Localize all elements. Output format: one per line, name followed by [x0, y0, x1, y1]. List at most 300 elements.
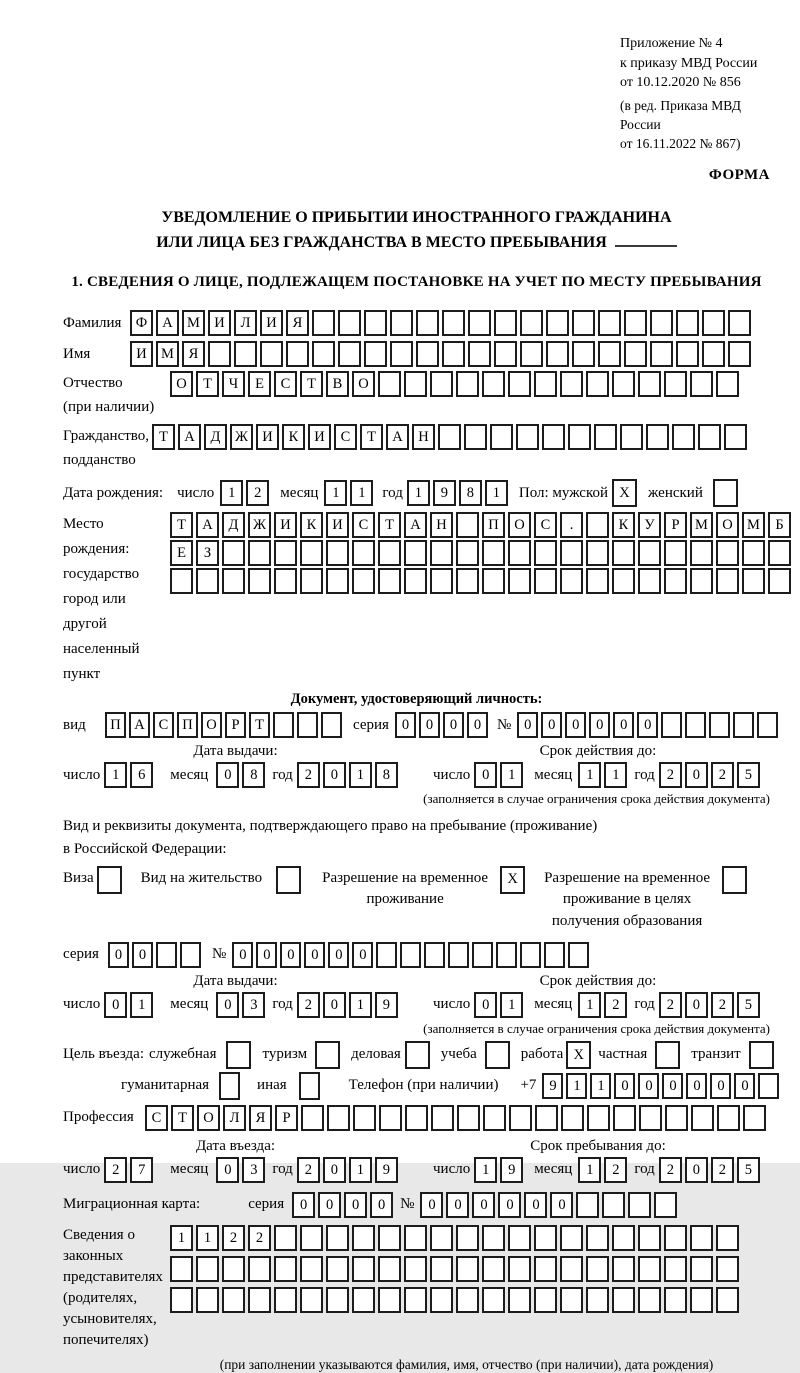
char-cell[interactable]	[508, 1287, 531, 1313]
char-cell[interactable]	[326, 1256, 349, 1282]
char-cell[interactable]: 9	[433, 480, 456, 506]
char-cell[interactable]: 2	[246, 480, 269, 506]
char-cell[interactable]: С	[334, 424, 357, 450]
char-cell[interactable]	[482, 540, 505, 566]
char-cell[interactable]	[568, 424, 591, 450]
char-cell[interactable]	[646, 424, 669, 450]
char-cell[interactable]	[572, 310, 595, 336]
char-cell[interactable]	[534, 371, 557, 397]
char-cell[interactable]: 0	[638, 1073, 659, 1099]
char-cell[interactable]: С	[145, 1105, 168, 1131]
char-cell[interactable]: С	[352, 512, 375, 538]
char-cell[interactable]	[248, 540, 271, 566]
char-cell[interactable]	[508, 1256, 531, 1282]
char-cell[interactable]	[312, 341, 335, 367]
char-cell[interactable]: 0	[685, 762, 708, 788]
char-cell[interactable]	[482, 371, 505, 397]
char-cell[interactable]: Р	[275, 1105, 298, 1131]
char-cell[interactable]	[690, 540, 713, 566]
char-cell[interactable]	[638, 1287, 661, 1313]
char-cell[interactable]: Д	[204, 424, 227, 450]
char-cell[interactable]	[676, 341, 699, 367]
char-cell[interactable]	[496, 942, 517, 968]
char-cell[interactable]: О	[716, 512, 739, 538]
char-cell[interactable]: 3	[242, 1157, 265, 1183]
char-cell[interactable]: Т	[249, 712, 270, 738]
char-cell[interactable]: К	[282, 424, 305, 450]
char-cell[interactable]: 0	[474, 762, 497, 788]
char-cell[interactable]: 1	[170, 1225, 193, 1251]
char-cell[interactable]	[612, 1225, 635, 1251]
char-cell[interactable]	[300, 568, 323, 594]
char-cell[interactable]: К	[612, 512, 635, 538]
char-cell[interactable]	[156, 942, 177, 968]
char-cell[interactable]: 2	[711, 1157, 734, 1183]
char-cell[interactable]: Л	[223, 1105, 246, 1131]
char-cell[interactable]: М	[182, 310, 205, 336]
char-cell[interactable]: 0	[108, 942, 129, 968]
char-cell[interactable]: П	[177, 712, 198, 738]
char-cell[interactable]: 0	[498, 1192, 521, 1218]
char-cell[interactable]: Н	[412, 424, 435, 450]
char-cell[interactable]: 2	[659, 992, 682, 1018]
char-cell[interactable]	[248, 1287, 271, 1313]
purpose-transit-checkbox[interactable]	[749, 1041, 774, 1069]
char-cell[interactable]	[672, 424, 695, 450]
char-cell[interactable]	[586, 1256, 609, 1282]
char-cell[interactable]	[170, 1256, 193, 1282]
purpose-business-checkbox[interactable]	[405, 1041, 430, 1069]
expiry-year-cells[interactable]	[659, 762, 763, 788]
char-cell[interactable]	[620, 424, 643, 450]
expiry-day-cells[interactable]	[474, 762, 526, 788]
char-cell[interactable]	[274, 568, 297, 594]
char-cell[interactable]	[352, 1287, 375, 1313]
char-cell[interactable]	[691, 1105, 714, 1131]
char-cell[interactable]	[716, 1225, 739, 1251]
char-cell[interactable]	[274, 1225, 297, 1251]
char-cell[interactable]: 1	[485, 480, 508, 506]
char-cell[interactable]: 0	[216, 762, 239, 788]
char-cell[interactable]	[431, 1105, 454, 1131]
char-cell[interactable]: М	[690, 512, 713, 538]
char-cell[interactable]	[468, 310, 491, 336]
visa-checkbox[interactable]	[97, 866, 122, 894]
char-cell[interactable]	[716, 371, 739, 397]
char-cell[interactable]: 0	[323, 1157, 346, 1183]
char-cell[interactable]	[196, 1287, 219, 1313]
char-cell[interactable]: Б	[768, 512, 791, 538]
char-cell[interactable]: 0	[232, 942, 253, 968]
char-cell[interactable]: 0	[710, 1073, 731, 1099]
char-cell[interactable]	[638, 1225, 661, 1251]
surname-cells[interactable]	[130, 310, 754, 336]
char-cell[interactable]	[456, 371, 479, 397]
char-cell[interactable]	[534, 1287, 557, 1313]
char-cell[interactable]	[733, 712, 754, 738]
profession-cells[interactable]	[145, 1105, 769, 1131]
char-cell[interactable]: 0	[323, 762, 346, 788]
char-cell[interactable]: И	[326, 512, 349, 538]
char-cell[interactable]	[702, 341, 725, 367]
char-cell[interactable]: 2	[711, 992, 734, 1018]
char-cell[interactable]: 1	[578, 762, 601, 788]
char-cell[interactable]: 0	[446, 1192, 469, 1218]
char-cell[interactable]: О	[201, 712, 222, 738]
char-cell[interactable]: 0	[686, 1073, 707, 1099]
char-cell[interactable]: 7	[130, 1157, 153, 1183]
char-cell[interactable]	[638, 371, 661, 397]
char-cell[interactable]: 1	[349, 1157, 372, 1183]
char-cell[interactable]	[586, 1225, 609, 1251]
char-cell[interactable]: 0	[323, 992, 346, 1018]
char-cell[interactable]	[404, 1225, 427, 1251]
char-cell[interactable]	[378, 540, 401, 566]
char-cell[interactable]	[464, 424, 487, 450]
char-cell[interactable]	[560, 1225, 583, 1251]
char-cell[interactable]: 0	[614, 1073, 635, 1099]
issue-day-cells[interactable]	[104, 992, 156, 1018]
char-cell[interactable]	[222, 1287, 245, 1313]
char-cell[interactable]: П	[105, 712, 126, 738]
char-cell[interactable]	[312, 310, 335, 336]
char-cell[interactable]	[416, 341, 439, 367]
char-cell[interactable]	[612, 540, 635, 566]
char-cell[interactable]: 1	[324, 480, 347, 506]
char-cell[interactable]	[456, 1256, 479, 1282]
char-cell[interactable]: 0	[734, 1073, 755, 1099]
char-cell[interactable]	[509, 1105, 532, 1131]
char-cell[interactable]	[716, 540, 739, 566]
char-cell[interactable]	[638, 540, 661, 566]
char-cell[interactable]	[508, 540, 531, 566]
expiry-month-cells[interactable]	[578, 992, 630, 1018]
patronymic-cells[interactable]	[170, 371, 742, 397]
char-cell[interactable]	[297, 712, 318, 738]
char-cell[interactable]	[482, 568, 505, 594]
purpose-private-checkbox[interactable]	[655, 1041, 680, 1069]
char-cell[interactable]	[594, 424, 617, 450]
char-cell[interactable]	[482, 1287, 505, 1313]
char-cell[interactable]: 1	[578, 1157, 601, 1183]
doc-series-cells[interactable]	[395, 712, 491, 738]
char-cell[interactable]	[274, 540, 297, 566]
char-cell[interactable]: 0	[637, 712, 658, 738]
birth-month-cells[interactable]	[324, 480, 376, 506]
char-cell[interactable]	[702, 310, 725, 336]
char-cell[interactable]: 1	[604, 762, 627, 788]
char-cell[interactable]	[664, 1256, 687, 1282]
char-cell[interactable]: 1	[349, 762, 372, 788]
char-cell[interactable]	[442, 310, 465, 336]
char-cell[interactable]: П	[482, 512, 505, 538]
char-cell[interactable]	[560, 568, 583, 594]
char-cell[interactable]	[612, 1256, 635, 1282]
char-cell[interactable]: Т	[360, 424, 383, 450]
char-cell[interactable]: Т	[196, 371, 219, 397]
char-cell[interactable]: 2	[297, 1157, 320, 1183]
char-cell[interactable]: О	[352, 371, 375, 397]
char-cell[interactable]	[364, 310, 387, 336]
char-cell[interactable]	[758, 1073, 779, 1099]
char-cell[interactable]	[624, 310, 647, 336]
char-cell[interactable]: 0	[685, 1157, 708, 1183]
char-cell[interactable]: 9	[542, 1073, 563, 1099]
char-cell[interactable]: 2	[711, 762, 734, 788]
char-cell[interactable]	[472, 942, 493, 968]
char-cell[interactable]: 0	[474, 992, 497, 1018]
char-cell[interactable]	[560, 1287, 583, 1313]
char-cell[interactable]: 6	[130, 762, 153, 788]
char-cell[interactable]	[390, 310, 413, 336]
char-cell[interactable]	[352, 568, 375, 594]
char-cell[interactable]	[300, 1225, 323, 1251]
char-cell[interactable]	[430, 1225, 453, 1251]
char-cell[interactable]	[248, 1256, 271, 1282]
migration-series-cells[interactable]	[292, 1192, 396, 1218]
char-cell[interactable]	[568, 942, 589, 968]
char-cell[interactable]	[628, 1192, 651, 1218]
char-cell[interactable]	[483, 1105, 506, 1131]
char-cell[interactable]	[196, 1256, 219, 1282]
char-cell[interactable]: И	[274, 512, 297, 538]
char-cell[interactable]: Т	[152, 424, 175, 450]
char-cell[interactable]	[508, 568, 531, 594]
char-cell[interactable]: Я	[182, 341, 205, 367]
entry-month-cells[interactable]	[216, 1157, 268, 1183]
char-cell[interactable]	[508, 1225, 531, 1251]
char-cell[interactable]	[638, 568, 661, 594]
char-cell[interactable]: 0	[292, 1192, 315, 1218]
char-cell[interactable]	[400, 942, 421, 968]
char-cell[interactable]	[378, 568, 401, 594]
char-cell[interactable]	[468, 341, 491, 367]
char-cell[interactable]: Н	[430, 512, 453, 538]
char-cell[interactable]	[586, 568, 609, 594]
char-cell[interactable]: 0	[550, 1192, 573, 1218]
char-cell[interactable]	[300, 1287, 323, 1313]
char-cell[interactable]: 8	[459, 480, 482, 506]
char-cell[interactable]	[352, 1225, 375, 1251]
char-cell[interactable]: Т	[171, 1105, 194, 1131]
char-cell[interactable]	[456, 512, 479, 538]
char-cell[interactable]	[716, 1287, 739, 1313]
char-cell[interactable]: 9	[500, 1157, 523, 1183]
char-cell[interactable]: О	[170, 371, 193, 397]
char-cell[interactable]	[598, 341, 621, 367]
sex-female-checkbox[interactable]	[713, 479, 738, 507]
char-cell[interactable]	[430, 371, 453, 397]
char-cell[interactable]	[586, 371, 609, 397]
char-cell[interactable]: 9	[375, 1157, 398, 1183]
char-cell[interactable]	[353, 1105, 376, 1131]
char-cell[interactable]	[639, 1105, 662, 1131]
char-cell[interactable]	[661, 712, 682, 738]
char-cell[interactable]	[676, 310, 699, 336]
char-cell[interactable]: Е	[248, 371, 271, 397]
char-cell[interactable]	[208, 341, 231, 367]
char-cell[interactable]	[170, 1287, 193, 1313]
char-cell[interactable]: 0	[132, 942, 153, 968]
char-cell[interactable]: 3	[242, 992, 265, 1018]
doc-number-cells[interactable]	[517, 712, 781, 738]
char-cell[interactable]	[560, 371, 583, 397]
char-cell[interactable]	[520, 942, 541, 968]
char-cell[interactable]	[724, 424, 747, 450]
char-cell[interactable]	[716, 568, 739, 594]
char-cell[interactable]	[494, 341, 517, 367]
entry-day-cells[interactable]	[104, 1157, 156, 1183]
purpose-official-checkbox[interactable]	[226, 1041, 251, 1069]
char-cell[interactable]	[456, 1225, 479, 1251]
char-cell[interactable]: 1	[500, 992, 523, 1018]
phone-cells[interactable]	[542, 1073, 782, 1099]
char-cell[interactable]	[612, 1287, 635, 1313]
char-cell[interactable]: И	[208, 310, 231, 336]
char-cell[interactable]: 2	[222, 1225, 245, 1251]
char-cell[interactable]	[742, 540, 765, 566]
char-cell[interactable]: 0	[589, 712, 610, 738]
char-cell[interactable]: О	[197, 1105, 220, 1131]
char-cell[interactable]	[698, 424, 721, 450]
char-cell[interactable]	[690, 568, 713, 594]
char-cell[interactable]	[378, 1256, 401, 1282]
char-cell[interactable]	[482, 1256, 505, 1282]
char-cell[interactable]: 0	[685, 992, 708, 1018]
char-cell[interactable]: 1	[500, 762, 523, 788]
char-cell[interactable]	[650, 310, 673, 336]
char-cell[interactable]: Т	[170, 512, 193, 538]
char-cell[interactable]: .	[560, 512, 583, 538]
issue-year-cells[interactable]	[297, 762, 401, 788]
char-cell[interactable]	[494, 310, 517, 336]
char-cell[interactable]: 0	[565, 712, 586, 738]
birthplace-row2-cells[interactable]	[170, 540, 794, 566]
char-cell[interactable]	[286, 341, 309, 367]
char-cell[interactable]: С	[274, 371, 297, 397]
char-cell[interactable]	[665, 1105, 688, 1131]
char-cell[interactable]	[602, 1192, 625, 1218]
char-cell[interactable]: 5	[737, 1157, 760, 1183]
char-cell[interactable]	[326, 540, 349, 566]
char-cell[interactable]: 0	[443, 712, 464, 738]
char-cell[interactable]	[664, 1225, 687, 1251]
char-cell[interactable]: О	[508, 512, 531, 538]
char-cell[interactable]: Ч	[222, 371, 245, 397]
char-cell[interactable]	[404, 568, 427, 594]
char-cell[interactable]: 0	[370, 1192, 393, 1218]
char-cell[interactable]	[768, 568, 791, 594]
sex-male-checkbox[interactable]: X	[612, 479, 637, 507]
char-cell[interactable]	[598, 310, 621, 336]
temp-residence-education-checkbox[interactable]	[722, 866, 747, 894]
char-cell[interactable]: 1	[578, 992, 601, 1018]
char-cell[interactable]: 1	[196, 1225, 219, 1251]
char-cell[interactable]	[456, 568, 479, 594]
char-cell[interactable]	[222, 1256, 245, 1282]
char-cell[interactable]: 8	[242, 762, 265, 788]
char-cell[interactable]: М	[156, 341, 179, 367]
char-cell[interactable]: 1	[350, 480, 373, 506]
char-cell[interactable]	[327, 1105, 350, 1131]
char-cell[interactable]	[273, 712, 294, 738]
char-cell[interactable]	[535, 1105, 558, 1131]
representatives-row3-cells[interactable]	[170, 1287, 742, 1313]
char-cell[interactable]	[326, 1287, 349, 1313]
purpose-study-checkbox[interactable]	[485, 1041, 510, 1069]
char-cell[interactable]	[424, 942, 445, 968]
issue-day-cells[interactable]	[104, 762, 156, 788]
char-cell[interactable]	[430, 1256, 453, 1282]
char-cell[interactable]: 1	[474, 1157, 497, 1183]
char-cell[interactable]: 9	[375, 992, 398, 1018]
char-cell[interactable]	[438, 424, 461, 450]
char-cell[interactable]	[430, 568, 453, 594]
char-cell[interactable]: З	[196, 540, 219, 566]
char-cell[interactable]: А	[129, 712, 150, 738]
char-cell[interactable]	[709, 712, 730, 738]
char-cell[interactable]: 2	[604, 1157, 627, 1183]
char-cell[interactable]: 0	[524, 1192, 547, 1218]
char-cell[interactable]: Я	[249, 1105, 272, 1131]
char-cell[interactable]	[546, 310, 569, 336]
char-cell[interactable]	[586, 540, 609, 566]
char-cell[interactable]: 0	[467, 712, 488, 738]
char-cell[interactable]	[664, 540, 687, 566]
char-cell[interactable]	[612, 371, 635, 397]
char-cell[interactable]	[624, 341, 647, 367]
entry-year-cells[interactable]	[297, 1157, 401, 1183]
char-cell[interactable]: 1	[130, 992, 153, 1018]
char-cell[interactable]	[482, 1225, 505, 1251]
char-cell[interactable]	[561, 1105, 584, 1131]
char-cell[interactable]: 0	[472, 1192, 495, 1218]
char-cell[interactable]	[587, 1105, 610, 1131]
stay-day-cells[interactable]	[474, 1157, 526, 1183]
stay-month-cells[interactable]	[578, 1157, 630, 1183]
char-cell[interactable]	[234, 341, 257, 367]
birthplace-row3-cells[interactable]	[170, 568, 794, 594]
residence-permit-checkbox[interactable]	[276, 866, 301, 894]
expiry-year-cells[interactable]	[659, 992, 763, 1018]
char-cell[interactable]	[576, 1192, 599, 1218]
char-cell[interactable]	[613, 1105, 636, 1131]
char-cell[interactable]: И	[308, 424, 331, 450]
char-cell[interactable]: Я	[286, 310, 309, 336]
char-cell[interactable]: 2	[104, 1157, 127, 1183]
char-cell[interactable]: А	[178, 424, 201, 450]
char-cell[interactable]: Л	[234, 310, 257, 336]
purpose-tourism-checkbox[interactable]	[315, 1041, 340, 1069]
char-cell[interactable]: 1	[104, 762, 127, 788]
char-cell[interactable]: И	[260, 310, 283, 336]
purpose-work-checkbox[interactable]: X	[566, 1041, 591, 1069]
char-cell[interactable]	[560, 540, 583, 566]
birthplace-row1-cells[interactable]	[170, 512, 794, 538]
char-cell[interactable]	[300, 540, 323, 566]
representatives-row1-cells[interactable]	[170, 1225, 742, 1251]
char-cell[interactable]	[650, 341, 673, 367]
char-cell[interactable]	[768, 540, 791, 566]
char-cell[interactable]: И	[256, 424, 279, 450]
purpose-humanitarian-checkbox[interactable]	[219, 1072, 240, 1100]
char-cell[interactable]	[534, 540, 557, 566]
char-cell[interactable]	[508, 371, 531, 397]
issue-month-cells[interactable]	[216, 762, 268, 788]
char-cell[interactable]: Ж	[230, 424, 253, 450]
char-cell[interactable]: 0	[304, 942, 325, 968]
char-cell[interactable]: 5	[737, 992, 760, 1018]
